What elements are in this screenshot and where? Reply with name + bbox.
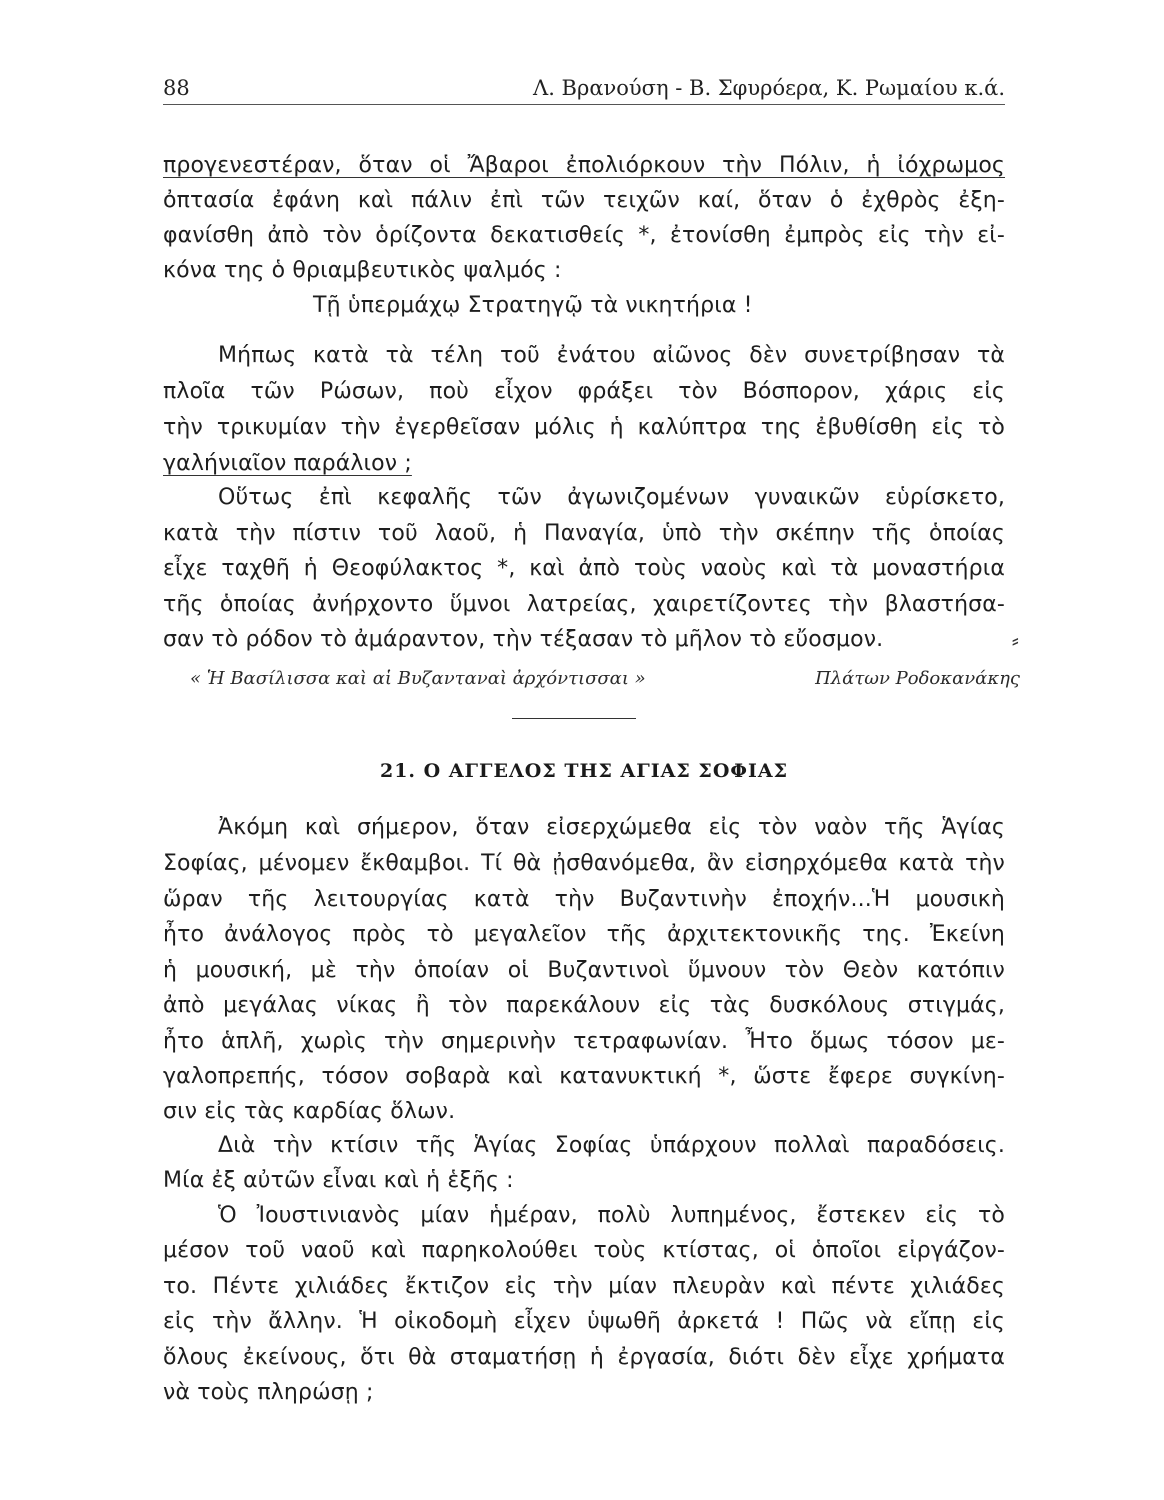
text-line: φανίσθη ἀπὸ τὸν ὁρίζοντα δεκατισθείς *, ἐτονίσθη ἐμπρὸς εἰς τὴν εἰ- — [163, 223, 1005, 248]
text-line: Ὁ Ἰουστινιανὸς μίαν ἡμέραν, πολὺ λυπημένος, ἔστεκεν εἰς τὸ — [218, 1203, 1005, 1228]
running-head — [163, 70, 1005, 104]
text-line: εἰς τὴν ἄλλην. Ἡ οἰκοδομὴ εἶχεν ὑψωθῆ ἀρκετά ! Πῶς νὰ εἴπῃ εἰς — [163, 1309, 1005, 1334]
text-line: ἦτο ἀνάλογος πρὸς τὸ μεγαλεῖον τῆς ἀρχιτεκτονικῆς της. Ἐκείνη — [163, 922, 1005, 947]
text-line: Μία ἐξ αὐτῶν εἶναι καὶ ἡ ἑξῆς : — [163, 1168, 514, 1193]
text-line: ἡ μουσική, μὲ τὴν ὁποίαν οἱ Βυζαντινοὶ ὕμνουν τὸν Θεὸν κατόπιν — [163, 958, 1005, 983]
text-line: σιν εἰς τὰς καρδίας ὅλων. — [163, 1099, 456, 1124]
text-line: σαν τὸ ρόδον τὸ ἀμάραντον, τὴν τέξασαν τὸ μῆλον τὸ εὔοσμον. — [163, 627, 884, 652]
page-number: 88 — [163, 76, 190, 100]
text-line: Διὰ τὴν κτίσιν τῆς Ἁγίας Σοφίας ὑπάρχουν πολλαὶ παραδόσεις. — [218, 1133, 1005, 1158]
text-line: εἶχε ταχθῆ ἡ Θεοφύλακτος *, καὶ ἀπὸ τοὺς ναοὺς καὶ τὰ μοναστήρια — [163, 556, 1005, 581]
text-line: ὅλους ἐκείνους, ὅτι θὰ σταματήσῃ ἡ ἐργασία, διότι δὲν εἶχε χρήματα — [163, 1345, 1005, 1370]
text-line: πλοῖα τῶν Ρώσων, ποὺ εἶχον φράξει τὸν Βόσπορον, χάρις εἰς — [163, 379, 1005, 404]
text-line: νὰ τοὺς πληρώσῃ ; — [163, 1380, 374, 1405]
verse-line: Τῇ ὑπερμάχῳ Στρατηγῷ τὰ νικητήρια ! — [313, 293, 753, 318]
pencil-mark-icon: ⸗ — [1012, 628, 1019, 652]
text-line: προγενεστέραν, ὅταν οἱ Ἄβαροι ἐπολιόρκουν τὴν Πόλιν, ἡ ἰόχρωμος — [163, 153, 1005, 178]
text-line: ὀπτασία ἐφάνη καὶ πάλιν ἐπὶ τῶν τειχῶν καί, ὅταν ὁ ἐχθρὸς ἐξη- — [163, 188, 1005, 213]
text-line: γαλοπρεπής, τόσον σοβαρὰ καὶ κατανυκτική *, ὥστε ἔφερε συγκίνη- — [163, 1064, 1005, 1089]
text-line: ἦτο ἁπλῆ, χωρὶς τὴν σημερινὴν τετραφωνίαν. Ἦτο ὅμως τόσον με- — [163, 1029, 1005, 1054]
citation-author: Πλάτων Ροδοκανάκης — [815, 668, 1020, 689]
citation-source: « Ἡ Βασίλισσα καὶ αἱ Βυζανταναὶ ἀρχόντισσαι » — [190, 668, 646, 689]
text-line: Μήπως κατὰ τὰ τέλη τοῦ ἐνάτου αἰῶνος δὲν συνετρίβησαν τὰ — [218, 343, 1005, 368]
text-line: γαλήνιαῖον παράλιον ; — [163, 451, 412, 476]
text-line: κατὰ τὴν πίστιν τοῦ λαοῦ, ἡ Παναγία, ὑπὸ τὴν σκέπην τῆς ὁποίας — [163, 521, 1005, 546]
text-line: μέσον τοῦ ναοῦ καὶ παρηκολούθει τοὺς κτίστας, οἱ ὁποῖοι εἰργάζον- — [163, 1238, 1005, 1263]
citation — [190, 668, 1020, 698]
section-title: 21. Ο ΑΓΓΕΛΟΣ ΤΗΣ ΑΓΙΑΣ ΣΟΦΙΑΣ — [379, 760, 789, 782]
text-line: ὥραν τῆς λειτουργίας κατὰ τὴν Βυζαντινὴν ἐποχήν...Ἡ μουσικὴ — [163, 887, 1005, 912]
text-line: ἀπὸ μεγάλας νίκας ἢ τὸν παρεκάλουν εἰς τὰς δυσκόλους στιγμάς, — [163, 993, 1005, 1018]
header-authors: Λ. Βρανούση - Β. Σφυρόερα, Κ. Ρωμαίου κ.ά. — [533, 76, 1005, 100]
text-line: Ἀκόμη καὶ σήμερον, ὅταν εἰσερχώμεθα εἰς τὸν ναὸν τῆς Ἁγίας — [218, 815, 1005, 840]
text-line: τὴν τρικυμίαν τὴν ἐγερθεῖσαν μόλις ἡ καλύπτρα της ἐβυθίσθη εἰς τὸ — [163, 415, 1005, 440]
text-line: κόνα της ὁ θριαμβευτικὸς ψαλμός : — [163, 258, 562, 283]
text-line: τῆς ὁποίας ἀνήρχοντο ὕμνοι λατρείας, χαιρετίζοντες τὴν βλαστήσα- — [163, 592, 1005, 617]
text-line: το. Πέντε χιλιάδες ἔκτιζον εἰς τὴν μίαν πλευρὰν καὶ πέντε χιλιάδες — [163, 1274, 1005, 1299]
header-rule — [163, 104, 1005, 105]
text-line: Οὕτως ἐπὶ κεφαλῆς τῶν ἀγωνιζομένων γυναικῶν εὑρίσκετο, — [218, 485, 1005, 510]
text-line: Σοφίας, μένομεν ἔκθαμβοι. Τί θὰ ᾐσθανόμεθα, ἂν εἰσηρχόμεθα κατὰ τὴν — [163, 851, 1005, 876]
section-divider — [512, 718, 636, 719]
